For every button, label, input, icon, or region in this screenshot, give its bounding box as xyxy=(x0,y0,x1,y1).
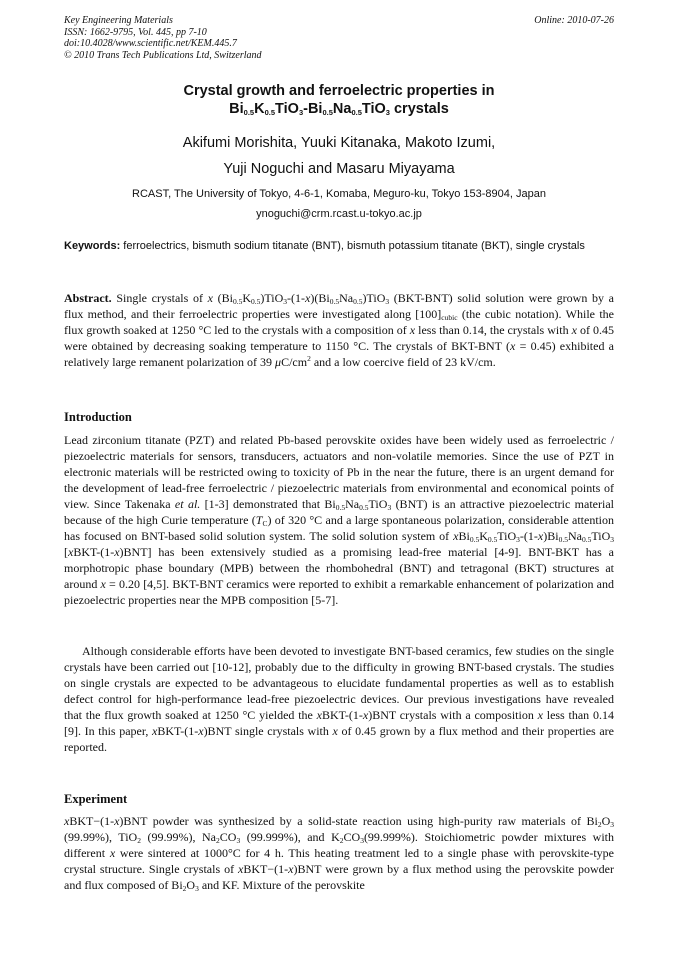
author-list xyxy=(64,130,614,182)
experiment-paragraph-1: xBKT−(1-x)BNT powder was synthesized by a solid-state reaction using high-purity raw materials of $Bi_2O_3$ (99.99%), TiO$_2$ (99.99%), $Na_2CO_3$ (99.999%), and $K_2CO_3(99.999\%)$. Stoichiometric powder mixtures with different x were sintered at 1000°C for 4 h. This heating treatment led to a single phase with perovskite-type crystal structure. Single crystals of xBKT−(1-x)BNT were grown by a flux method using the perovskite powder and flux composed of $Bi_2O_3$ and KF. Mixture of the perovskite xyxy=(64,814,615,893)
section-introduction-title: Introduction xyxy=(64,410,132,424)
keywords-text: ferroelectrics, bismuth sodium titanate (BNT), bismuth potassium titanate (BKT), single crystals xyxy=(120,240,585,252)
online-date: Online: 2010-07-26 xyxy=(534,15,614,26)
introduction-paragraph-1: Lead zirconium titanate (PZT) and related Pb-based perovskite oxides have been widely used as ferroelectric / piezoelectric materials for sensors, transducers, actuators and non-volatile memories. Since the use of PZT in electronic materials will be restricted owing to toxicity of Pb in the near the future, there is an urgent demand for the development of lead-free ferroelectric / piezoelectric materials from environmental and economical points of view. Since Takenaka et al. [1-3] demonstrated that $Bi_{0.5}Na_{0.5}TiO_3$ (BNT) is an attractive piezoelectric material because of the high Curie temperature $(T_C)$ of 320 °C and a large spontaneous polarization, considerable attention has focused on BNT-based solid solution system. The solid solution system of $xBi_{0.5}K_{0.5}TiO_3-(1-x)Bi_{0.5}Na_{0.5}TiO_3$ [xBKT-(1-x)BNT] has been extensively studied as a promising lead-free material [4-9]. BNT-BKT has a morphotropic phase boundary (MPB) between the rhombohedral (BNT) and tetragonal (BKT) structures at around x = 0.20 [4,5]. BKT-BNT ceramics were reported to exhibit a remarkable enhancement of polarization and piezoelectric properties near the MPB composition [5-7]. xyxy=(64,433,615,607)
journal-issn: ISSN: 1662-9795, Vol. 445, pp 7-10 xyxy=(64,26,207,38)
author-email: ynoguchi@crm.rcast.u-tokyo.ac.jp xyxy=(256,208,422,220)
title-line-2: $Bi_{0.5}K_{0.5}TiO_3-Bi_{0.5}Na_{0.5}TiO_3$ crystals xyxy=(229,101,449,117)
introduction-paragraph-2: Although considerable efforts have been devoted to investigate BNT-based ceramics, few studies on the single crystals have been carried out [10-12], probably due to the difficulty in growing BNT-based crystals. The studies on single crystals are expected to be advantageous to elucidate fundamental properties as well as to establish defect control for high-performance lead-free piezoelectric devices. Our previous investigations have revealed that the flux growth soaked at 1250 °C yielded the xBKT-(1-x)BNT crystals with a composition x less than 0.14 [9]. In this paper, xBKT-(1-x)BNT single crystals with x of 0.45 grown by a flux method and their properties are reported. xyxy=(64,644,615,754)
authors-line-1: Akifumi Morishita, Yuuki Kitanaka, Makoto Izumi, xyxy=(182,135,496,151)
journal-header xyxy=(64,15,262,61)
journal-doi: doi:10.4028/www.scientific.net/KEM.445.7 xyxy=(64,38,237,49)
section-experiment-title: Experiment xyxy=(64,792,128,806)
journal-copyright: © 2010 Trans Tech Publications Ltd, Switzerland xyxy=(64,49,262,61)
authors-line-2: Yuji Noguchi and Masaru Miyayama xyxy=(223,161,455,177)
affiliation-block xyxy=(64,184,614,224)
title-line-1: Crystal growth and ferroelectric properties in xyxy=(183,83,495,99)
abstract: Abstract. Single crystals of x $(Bi_{0.5}K_{0.5})TiO_3-(1-x)(Bi_{0.5}Na_{0.5})TiO_3$ (BKT-BNT) solid solution were grown by a flux method, and their ferroelectric properties were investigated along $[100]_{cubic}$ (the cubic notation). While the flux growth soaked at 1250 °C led to the crystals with a composition of x less than 0.14, the crystals with x of 0.45 were obtained by decreasing soaking temperature to 1150 °C. The crystals of BKT-BNT (x = 0.45) exhibited a relatively large remanent polarization of 39 $\mu C/cm^2$ and a low coercive field of 23 kV/cm. xyxy=(64,291,615,369)
keywords-label: Keywords: xyxy=(64,240,121,252)
journal-name: Key Engineering Materials xyxy=(64,15,173,26)
affiliation: RCAST, The University of Tokyo, 4-6-1, Komaba, Meguro-ku, Tokyo 153-8904, Japan xyxy=(132,188,546,200)
paper-title xyxy=(64,82,614,118)
keywords xyxy=(64,239,614,254)
